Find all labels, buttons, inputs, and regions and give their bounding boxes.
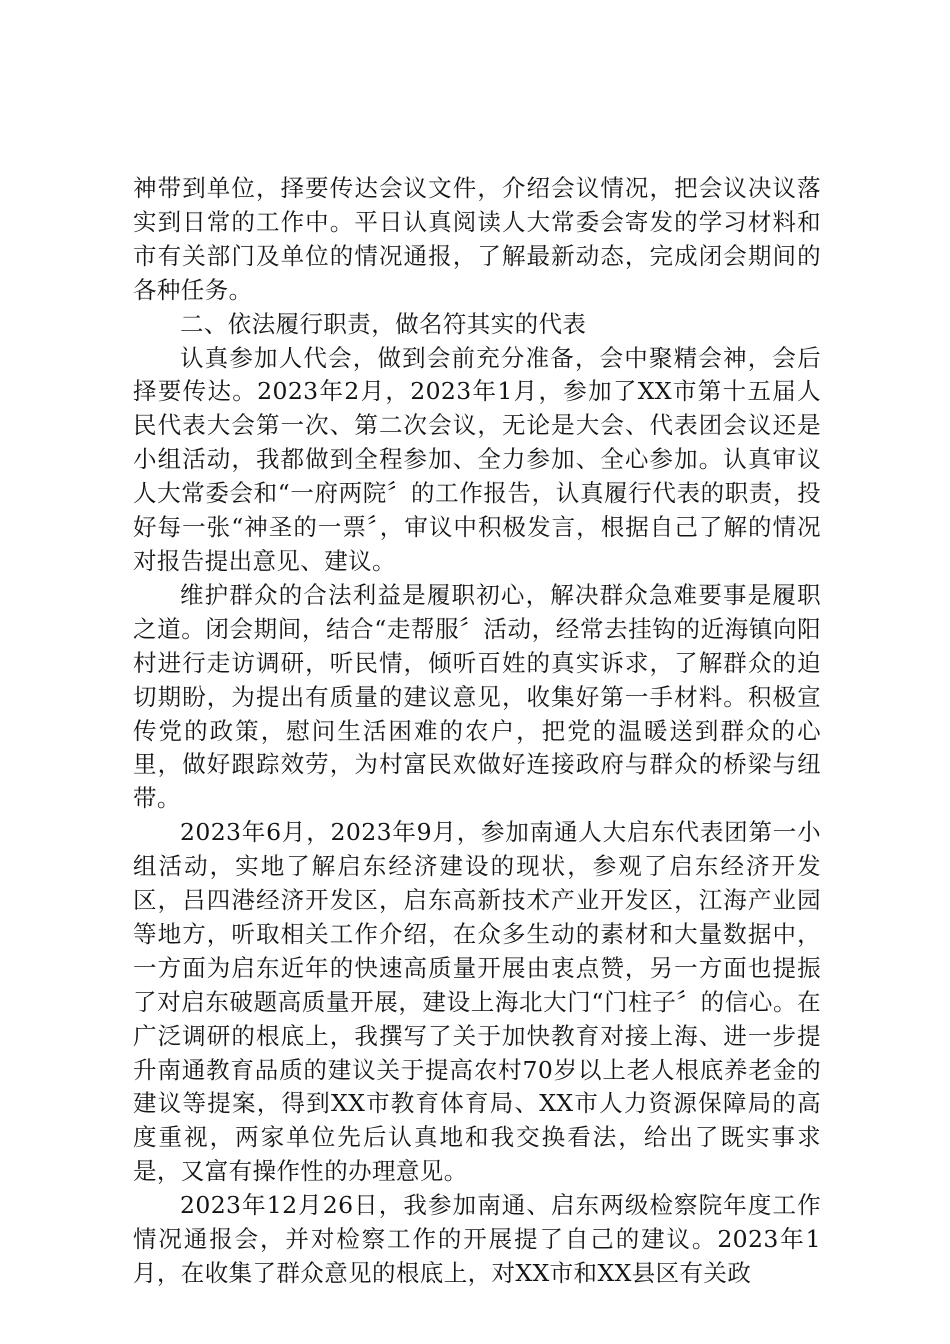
document-body bbox=[133, 172, 821, 1291]
paragraph-public-interest: 维护群众的合法利益是履职初心，解决群众急难要事是履职之道。闭会期间，结合“走帮服〞活动，经常去挂钩的近海镇向阳村进行走访调研，听民情，倾听百姓的真实诉求，了解群众的迫切期盼，为提出有质量的建议意见，收集好第一手材料。积极宣传党的政策，慰问生活困难的农户，把党的温暖送到群众的心里，做好跟踪效劳，为村富民欢做好连接政府与群众的桥梁与纽带。 bbox=[133, 580, 821, 813]
paragraph-procuratorate-meeting: 2023年12月26日，我参加南通、启东两级检察院年度工作情况通报会，并对检察工作的开展提了自己的建议。2023年1月，在收集了群众意见的根底上，对XX市和XX县区有关政 bbox=[133, 1191, 821, 1287]
paragraph-congress-meetings: 认真参加人代会，做到会前充分准备，会中聚精会神，会后择要传达。2023年2月，2023年1月，参加了XX市第十五届人民代表大会第一次、第二次会议，无论是大会、代表团会议还是小组活动，我都做到全程参加、全力参加、全心参加。认真审议人大常委会和“一府两院〞的工作报告，认真履行代表的职责，投好每一张“神圣的一票〞，审议中积极发言，根据自己了解的情况对报告提出意见、建议。 bbox=[133, 343, 821, 575]
paragraph-continuation: 神带到单位，择要传达会议文件，介绍会议情况，把会议决议落实到日常的工作中。平日认真阅读人大常委会寄发的学习材料和市有关部门及单位的情况通报，了解最新动态，完成闭会期间的各种任务。 bbox=[133, 174, 821, 304]
paragraph-group-activities: 2023年6月，2023年9月，参加南通人大启东代表团第一小组活动，实地了解启东经济建设的现状，参观了启东经济开发区，吕四港经济开发区，启东高新技术产业开发区，江海产业园等地方，听取相关工作介绍，在众多生动的素材和大量数据中，一方面为启东近年的快速高质量开展由衷点赞，另一方面也提振了对启东破题高质量开展，建设上海北大门“门柱子〞的信心。在广泛调研的根底上，我撰写了关于加快教育对接上海、进一步提升南通教育品质的建议关于提高农村70岁以上老人根底养老金的建议等提案，得到XX市教育体育局、XX市人力资源保障局的高度重视，两家单位先后认真地和我交换看法，给出了既实事求是，又富有操作性的办理意见。 bbox=[133, 818, 821, 1186]
section-heading: 二、依法履行职责，做名符其实的代表 bbox=[180, 309, 587, 338]
